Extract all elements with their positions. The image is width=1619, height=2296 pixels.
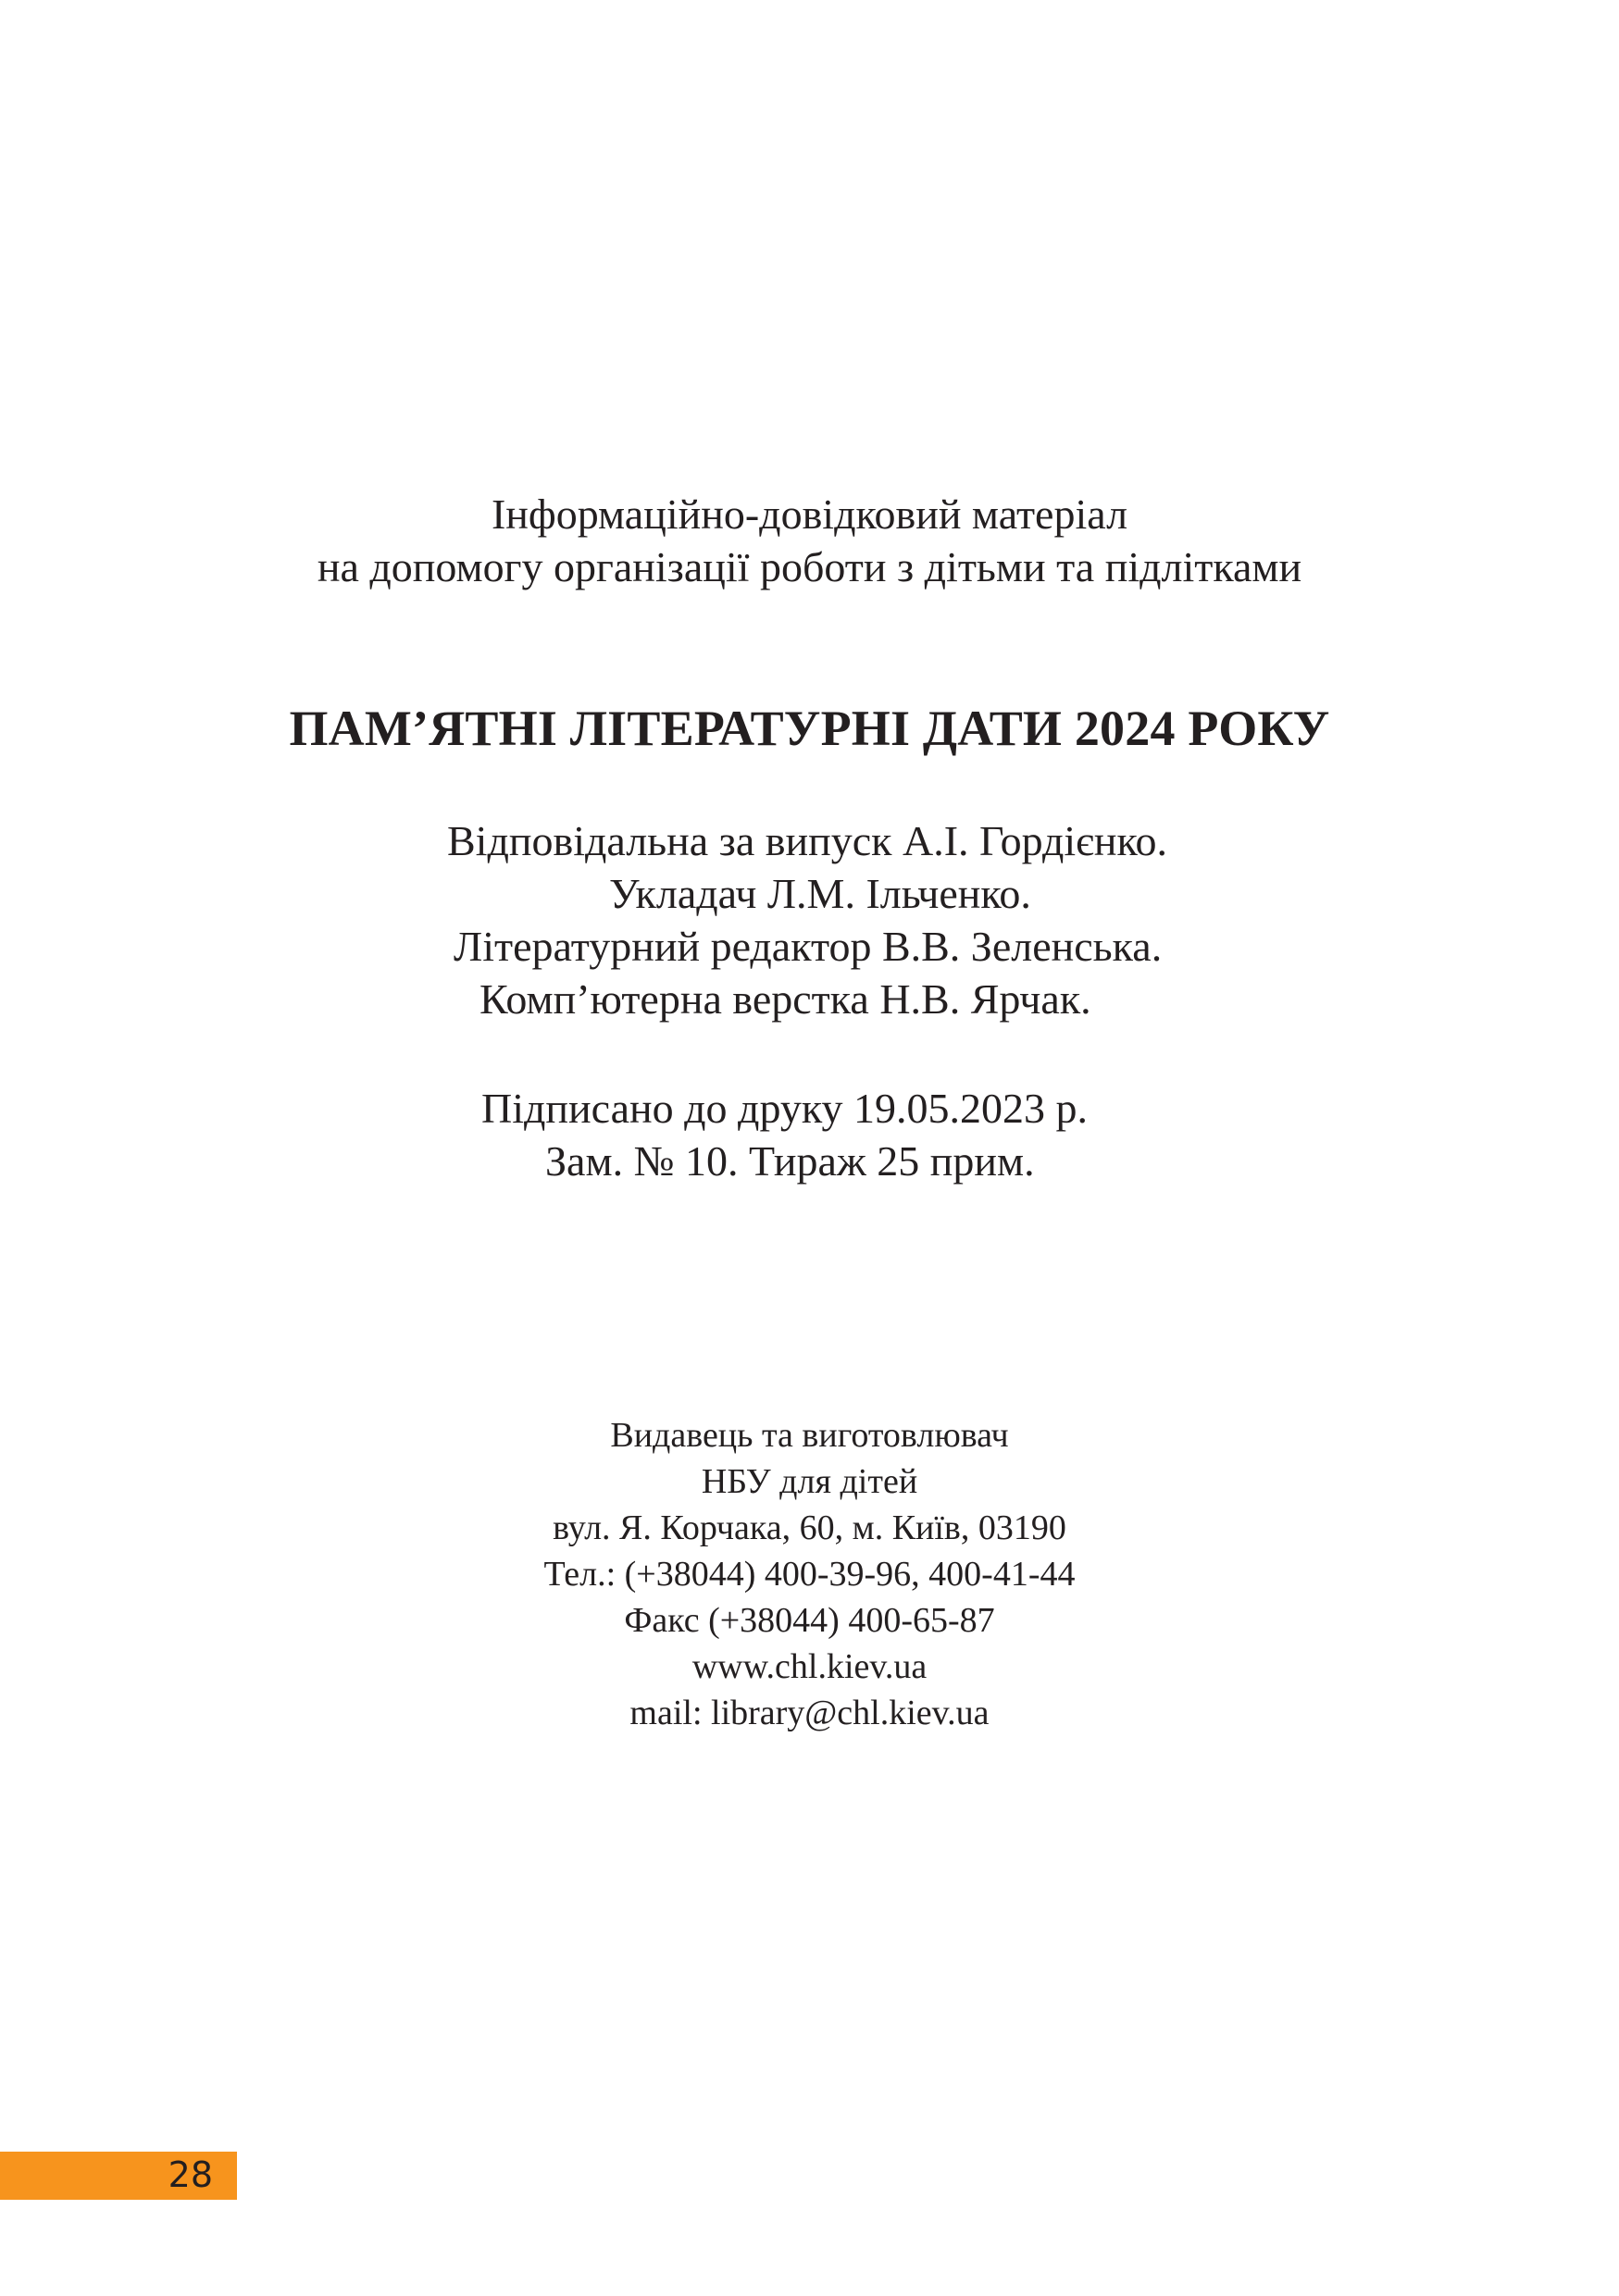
publisher-email: mail: library@chl.kiev.ua bbox=[629, 1694, 990, 1732]
publisher-address: вул. Я. Корчака, 60, м. Київ, 03190 bbox=[553, 1508, 1066, 1547]
print-signed: Підписано до друку 19.05.2023 р. bbox=[481, 1085, 1089, 1132]
credit-compiler: Укладач Л.М. Ільченко. bbox=[609, 870, 1031, 917]
credit-editor: Літературний редактор В.В. Зеленська. bbox=[454, 923, 1163, 970]
credit-layout: Комп’ютерна верстка Н.В. Ярчак. bbox=[479, 975, 1091, 1023]
intro-line-2: на допомогу організації роботи з дітьми та підлітками bbox=[317, 543, 1302, 590]
publisher-website: www.chl.kiev.ua bbox=[691, 1647, 928, 1686]
publisher-role: Видавець та виготовлювач bbox=[610, 1416, 1009, 1455]
publisher-name: НБУ для дітей bbox=[701, 1462, 918, 1501]
intro-line-1: Інформаційно-довідковий матеріал bbox=[491, 490, 1128, 538]
document-title: ПАМ’ЯТНІ ЛІТЕРАТУРНІ ДАТИ 2024 РОКУ bbox=[289, 701, 1330, 756]
credit-responsible: Відповідальна за випуск А.І. Гордієнко. bbox=[447, 817, 1168, 864]
publisher-phone: Тел.: (+38044) 400-39-96, 400-41-44 bbox=[543, 1555, 1076, 1594]
page-number: 28 bbox=[168, 2154, 213, 2195]
page-number-tab bbox=[0, 2152, 237, 2200]
publisher-fax: Факс (+38044) 400-65-87 bbox=[624, 1601, 995, 1640]
print-order: Зам. № 10. Тираж 25 прим. bbox=[545, 1137, 1035, 1185]
